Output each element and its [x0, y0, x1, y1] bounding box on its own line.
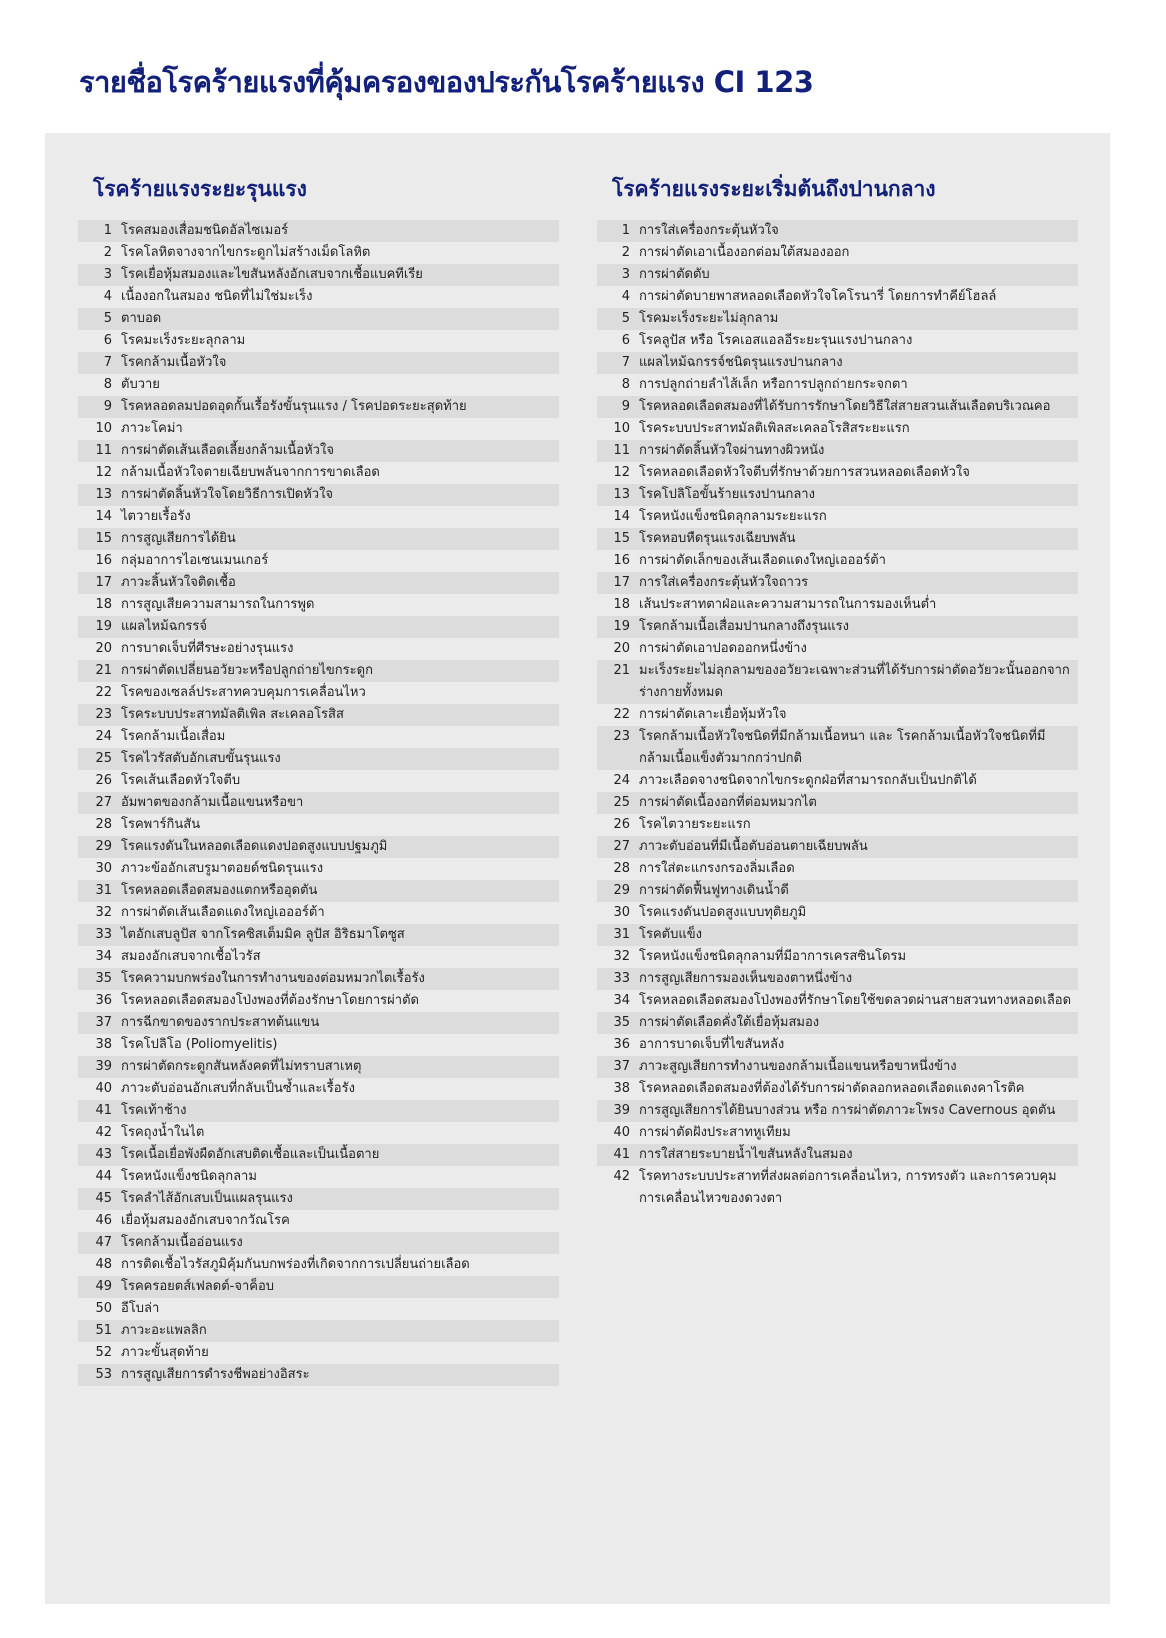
- list-item: [597, 1078, 1078, 1100]
- list-item: [78, 1364, 559, 1386]
- item-number: 41: [95, 1103, 112, 1118]
- item-number: 19: [613, 619, 630, 634]
- item-number: 35: [613, 1015, 630, 1030]
- item-number: 9: [103, 399, 112, 414]
- item-number: 12: [613, 465, 630, 480]
- item-number: 29: [613, 883, 630, 898]
- item-text: โรคโปลิโอขั้นร้ายแรงปานกลาง: [639, 487, 815, 502]
- item-text: อาการบาดเจ็บที่ไขสันหลัง: [639, 1037, 785, 1052]
- item-text: การใส่ตะแกรงกรองลิ่มเลือด: [639, 861, 795, 876]
- item-number: 21: [95, 663, 112, 678]
- list-item: [78, 1056, 559, 1078]
- item-number: 7: [103, 355, 112, 370]
- item-text: โรคแรงดันในหลอดเลือดแดงปอดสูงแบบปฐมภูมิ: [121, 839, 388, 854]
- item-text: สมองอักเสบจากเชื้อไวรัส: [121, 949, 261, 964]
- list-item: [78, 1320, 559, 1342]
- item-number: 13: [95, 487, 112, 502]
- item-number: 33: [613, 971, 630, 986]
- item-text: โรคลำไส้อักเสบเป็นแผลรุนแรง: [121, 1191, 293, 1206]
- item-number: 33: [95, 927, 112, 942]
- item-text: การสูญเสียการดำรงชีพอย่างอิสระ: [121, 1367, 310, 1382]
- item-number: 43: [95, 1147, 112, 1162]
- list-item: [597, 572, 1078, 594]
- list-item: [78, 1100, 559, 1122]
- list-item: [78, 946, 559, 968]
- list-item: [597, 858, 1078, 880]
- item-number: 20: [613, 641, 630, 656]
- item-text: โรคหลอดเลือดสมองโป่งพองที่รักษาโดยใช้ขดลวดผ่านสายสวนทางหลอดเลือด: [639, 993, 1072, 1008]
- item-number: 11: [95, 443, 112, 458]
- item-number: 26: [613, 817, 630, 832]
- item-text: โรคครอยตส์เฟลดต์-จาค็อบ: [121, 1279, 275, 1294]
- item-text: กลุ่มอาการไอเซนเมนเกอร์: [121, 553, 269, 568]
- list-item: [597, 968, 1078, 990]
- list-item: [597, 902, 1078, 924]
- item-number: 45: [95, 1191, 112, 1206]
- item-number: 47: [95, 1235, 112, 1250]
- item-text: โรคพาร์กินสัน: [121, 817, 201, 832]
- list-item: [78, 1122, 559, 1144]
- item-number: 39: [95, 1059, 112, 1074]
- list-item: [597, 418, 1078, 440]
- item-text: โรคมะเร็งระยะไม่ลุกลาม: [639, 311, 779, 326]
- item-text: โรคเยื่อหุ้มสมองและไขสันหลังอักเสบจากเชื้อแบคทีเรีย: [121, 267, 423, 282]
- list-item: [78, 726, 559, 748]
- item-text: โรคไวรัสตับอักเสบขั้นรุนแรง: [121, 751, 281, 766]
- item-text: เส้นประสาทตาฝ่อและความสามารถในการมองเห็นต่ำ: [639, 597, 937, 612]
- item-text: การผ่าตัดเปลี่ยนอวัยวะหรือปลูกถ่ายไขกระดูก: [121, 663, 373, 678]
- item-number: 4: [621, 289, 630, 304]
- list-item: [597, 352, 1078, 374]
- item-number: 30: [95, 861, 112, 876]
- list-item: [597, 836, 1078, 858]
- item-text: การผ่าตัดเอาเนื้องอกต่อมใต้สมองออก: [639, 245, 850, 260]
- list-item: [78, 396, 559, 418]
- page-title: รายชื่อโรคร้ายแรงที่คุ้มครองของประกันโรคร้ายแรง CI 123: [79, 65, 814, 99]
- item-text: การผ่าตัดฝังประสาทหูเทียม: [639, 1125, 791, 1140]
- item-text: อีโบล่า: [121, 1301, 160, 1316]
- item-text: โรคเนื้อเยื่อพังผืดอักเสบติดเชื้อและเป็นเนื้อตาย: [121, 1147, 380, 1162]
- item-text: โรคกล้ามเนื้อเสื่อม: [121, 729, 226, 744]
- item-text: โรคกล้ามเนื้ออ่อนแรง: [121, 1235, 243, 1250]
- item-text: กล้ามเนื้อหัวใจตายเฉียบพลันจากการขาดเลือด: [121, 465, 380, 480]
- item-text: การผ่าตัดเลาะเยื่อหุ้มหัวใจ: [639, 707, 787, 722]
- list-item: [78, 220, 559, 242]
- item-number: 38: [613, 1081, 630, 1096]
- list-item: [78, 704, 559, 726]
- item-number: 15: [95, 531, 112, 546]
- item-text: การผ่าตัดกระดูกสันหลังคดที่ไม่ทราบสาเหตุ: [121, 1059, 362, 1074]
- item-number: 18: [95, 597, 112, 612]
- item-number: 42: [95, 1125, 112, 1140]
- disease-list-panel: [45, 133, 1110, 1604]
- item-number: 31: [613, 927, 630, 942]
- item-number: 1: [621, 223, 630, 238]
- item-number: 3: [621, 267, 630, 282]
- item-text: แผลไหม้ฉกรรจ์: [121, 619, 207, 634]
- list-item: [597, 506, 1078, 528]
- item-text: โรคหลอดเลือดสมองที่ต้องได้รับการผ่าตัดลอกหลอดเลือดแดงคาโรติค: [639, 1081, 1025, 1096]
- list-item: [597, 308, 1078, 330]
- list-item: [78, 836, 559, 858]
- item-number: 17: [613, 575, 630, 590]
- item-number: 34: [95, 949, 112, 964]
- item-number: 24: [613, 773, 630, 788]
- item-number: 3: [103, 267, 112, 282]
- list-item: [78, 1298, 559, 1320]
- item-number: 22: [95, 685, 112, 700]
- item-number: 50: [95, 1301, 112, 1316]
- item-number: 37: [95, 1015, 112, 1030]
- item-number: 40: [95, 1081, 112, 1096]
- item-number: 21: [613, 663, 630, 678]
- item-number: 28: [95, 817, 112, 832]
- item-number: 25: [95, 751, 112, 766]
- list-item: [78, 990, 559, 1012]
- list-item: [78, 418, 559, 440]
- list-item: [78, 792, 559, 814]
- item-text: ภาวะตับอ่อนอักเสบที่กลับเป็นซ้ำและเรื้อรัง: [121, 1081, 355, 1096]
- item-text: โรคระบบประสาทมัลติเพิลสะเคลอโรสิสระยะแรก: [639, 421, 910, 436]
- list-item: [597, 638, 1078, 660]
- list-item: [597, 1144, 1078, 1166]
- list-item: [597, 594, 1078, 616]
- list-item: [597, 616, 1078, 638]
- list-item: [78, 968, 559, 990]
- item-number: 8: [621, 377, 630, 392]
- item-text: การผ่าตัดเส้นเลือดแดงใหญ่เอออร์ต้า: [121, 905, 325, 920]
- item-number: 53: [95, 1367, 112, 1382]
- early-moderate-stage-heading: โรคร้ายแรงระยะเริ่มต้นถึงปานกลาง: [612, 177, 936, 201]
- list-item: [78, 330, 559, 352]
- item-text: ภาวะเลือดจางชนิดจากไขกระดูกฝ่อที่สามารถกลับเป็นปกติได้: [639, 773, 977, 788]
- list-item: [597, 660, 1078, 704]
- list-item: [78, 572, 559, 594]
- list-item: [78, 682, 559, 704]
- list-item: [597, 440, 1078, 462]
- item-number: 18: [613, 597, 630, 612]
- item-text: โรคของเซลล์ประสาทควบคุมการเคลื่อนไหว: [121, 685, 366, 700]
- list-item: [597, 484, 1078, 506]
- item-number: 41: [613, 1147, 630, 1162]
- item-text: การผ่าตัดเนื้องอกที่ต่อมหมวกไต: [639, 795, 817, 810]
- item-number: 5: [103, 311, 112, 326]
- list-item: [78, 1166, 559, 1188]
- item-text: โรคความบกพร่องในการทำงานของต่อมหมวกไตเรื้อรัง: [121, 971, 425, 986]
- early-moderate-stage-list: [597, 220, 1078, 1210]
- item-number: 2: [621, 245, 630, 260]
- item-text: การผ่าตัดลิ้นหัวใจโดยวิธีการเปิดหัวใจ: [121, 487, 334, 502]
- item-number: 37: [613, 1059, 630, 1074]
- item-number: 20: [95, 641, 112, 656]
- list-item: [78, 550, 559, 572]
- item-text: โรคมะเร็งระยะลุกลาม: [121, 333, 246, 348]
- item-text: ภาวะตับอ่อนที่มีเนื้อตับอ่อนตายเฉียบพลัน: [639, 839, 868, 854]
- item-text: โรคไตวายระยะแรก: [639, 817, 751, 832]
- item-text: โรคหลอดเลือดสมองแตกหรืออุดตัน: [121, 883, 318, 898]
- item-text: การฉีกขาดของรากประสาทต้นแขน: [121, 1015, 320, 1030]
- item-text: โรคสมองเสื่อมชนิดอัลไซเมอร์: [121, 223, 289, 238]
- list-item: [78, 1254, 559, 1276]
- item-number: 36: [95, 993, 112, 1008]
- item-text: การใส่สายระบายน้ำไขสันหลังในสมอง: [639, 1147, 853, 1162]
- item-text: การสูญเสียการมองเห็นของตาหนึ่งข้าง: [639, 971, 853, 986]
- item-number: 7: [621, 355, 630, 370]
- item-number: 12: [95, 465, 112, 480]
- item-number: 8: [103, 377, 112, 392]
- list-item: [78, 374, 559, 396]
- item-text: การใส่เครื่องกระตุ้นหัวใจถาวร: [639, 575, 809, 590]
- item-text: โรคโลหิตจางจากไขกระดูกไม่สร้างเม็ดโลหิต: [121, 245, 371, 260]
- item-number: 16: [613, 553, 630, 568]
- list-item: [78, 1012, 559, 1034]
- item-number: 42: [613, 1169, 630, 1184]
- list-item: [78, 880, 559, 902]
- item-text: ภาวะขั้นสุดท้าย: [121, 1345, 209, 1360]
- list-item: [78, 748, 559, 770]
- list-item: [78, 1210, 559, 1232]
- list-item: [597, 462, 1078, 484]
- list-item: [597, 770, 1078, 792]
- list-item: [78, 1034, 559, 1056]
- list-item: [597, 704, 1078, 726]
- item-text: การผ่าตัดฟื้นฟูทางเดินน้ำดี: [639, 883, 789, 898]
- item-text: โรคหลอดเลือดสมองที่ได้รับการรักษาโดยวิธีใส่สายสวนเส้นเลือดบริเวณคอ: [639, 399, 1051, 414]
- list-item: [78, 286, 559, 308]
- list-item: [597, 220, 1078, 242]
- item-text: การปลูกถ่ายลำไส้เล็ก หรือการปลูกถ่ายกระจกตา: [639, 377, 908, 392]
- list-item: [78, 1342, 559, 1364]
- item-text: อัมพาตของกล้ามเนื้อแขนหรือขา: [121, 795, 304, 810]
- item-text: โรคกล้ามเนื้อหัวใจ: [121, 355, 227, 370]
- list-item: [597, 946, 1078, 968]
- list-item: [597, 286, 1078, 308]
- item-text: ภาวะลิ้นหัวใจติดเชื้อ: [121, 575, 236, 590]
- item-text: โรคหลอดเลือดสมองโป่งพองที่ต้องรักษาโดยการผ่าตัด: [121, 993, 419, 1008]
- list-item: [597, 792, 1078, 814]
- item-text: โรคแรงดันปอดสูงแบบทุติยภูมิ: [639, 905, 807, 920]
- item-text: การผ่าตัดเอาปอดออกหนึ่งข้าง: [639, 641, 807, 656]
- item-text: เยื่อหุ้มสมองอักเสบจากวัณโรค: [121, 1213, 290, 1228]
- item-number: 49: [95, 1279, 112, 1294]
- item-number: 2: [103, 245, 112, 260]
- list-item: [78, 242, 559, 264]
- item-number: 14: [95, 509, 112, 524]
- item-number: 11: [613, 443, 630, 458]
- item-text: การผ่าตัดเส้นเลือดเลี้ยงกล้ามเนื้อหัวใจ: [121, 443, 334, 458]
- list-item: [597, 528, 1078, 550]
- item-number: 5: [621, 311, 630, 326]
- item-number: 48: [95, 1257, 112, 1272]
- item-number: 44: [95, 1169, 112, 1184]
- item-text: โรคเส้นเลือดหัวใจตีบ: [121, 773, 241, 788]
- item-text: ไตอักเสบลูปัส จากโรคซิสเต็มมิค ลูปัส อิริธมาโตซูส: [121, 927, 405, 942]
- list-item: [597, 374, 1078, 396]
- item-number: 22: [613, 707, 630, 722]
- severe-stage-list: [78, 220, 559, 1386]
- item-number: 15: [613, 531, 630, 546]
- list-item: [597, 880, 1078, 902]
- item-text: โรคตับแข็ง: [639, 927, 702, 942]
- list-item: [78, 1276, 559, 1298]
- item-text: การผ่าตัดบายพาสหลอดเลือดหัวใจโคโรนารี่ โดยการทำคีย์โฮลล์: [639, 289, 997, 304]
- item-number: 16: [95, 553, 112, 568]
- list-item: [78, 1144, 559, 1166]
- list-item: [597, 1056, 1078, 1078]
- list-item: [597, 814, 1078, 836]
- item-number: 17: [95, 575, 112, 590]
- item-text: ภาวะข้ออักเสบรูมาตอยด์ชนิดรุนแรง: [121, 861, 324, 876]
- item-number: 6: [621, 333, 630, 348]
- item-number: 10: [613, 421, 630, 436]
- item-number: 26: [95, 773, 112, 788]
- item-number: 29: [95, 839, 112, 854]
- item-text: โรคหอบหืดรุนแรงเฉียบพลัน: [639, 531, 796, 546]
- item-text: โรคทางระบบประสาทที่ส่งผลต่อการเคลื่อนไหว, การทรงตัว และการควบคุมการเคลื่อนไหวของดวงตา: [639, 1169, 1057, 1206]
- list-item: [78, 528, 559, 550]
- list-item: [78, 902, 559, 924]
- item-text: โรคหนังแข็งชนิดลุกลาม: [121, 1169, 257, 1184]
- item-number: 27: [613, 839, 630, 854]
- item-number: 32: [95, 905, 112, 920]
- item-text: โรคหนังแข็งชนิดลุกลามที่มีอาการเครสซินโดรม: [639, 949, 907, 964]
- item-text: โรคถุงน้ำในไต: [121, 1125, 205, 1140]
- list-item: [78, 638, 559, 660]
- item-text: โรคหลอดลมปอดอุดกั้นเรื้อรังขั้นรุนแรง / โรคปอดระยะสุดท้าย: [121, 399, 467, 414]
- list-item: [597, 726, 1078, 770]
- item-number: 39: [613, 1103, 630, 1118]
- item-text: โรคกล้ามเนื้อเสื่อมปานกลางถึงรุนแรง: [639, 619, 849, 634]
- list-item: [78, 924, 559, 946]
- item-number: 24: [95, 729, 112, 744]
- item-number: 32: [613, 949, 630, 964]
- list-item: [597, 990, 1078, 1012]
- list-item: [597, 1122, 1078, 1144]
- item-number: 25: [613, 795, 630, 810]
- item-number: 28: [613, 861, 630, 876]
- item-number: 35: [95, 971, 112, 986]
- item-text: โรคระบบประสาทมัลติเพิล สะเคลอโรสิส: [121, 707, 344, 722]
- list-item: [597, 242, 1078, 264]
- item-number: 13: [613, 487, 630, 502]
- item-number: 46: [95, 1213, 112, 1228]
- list-item: [597, 396, 1078, 418]
- item-text: การผ่าตัดเล็กของเส้นเลือดแดงใหญ่เอออร์ต้า: [639, 553, 886, 568]
- item-text: ภาวะโคม่า: [121, 421, 183, 436]
- item-text: การผ่าตัดเลือดคั่งใต้เยื่อหุ้มสมอง: [639, 1015, 820, 1030]
- list-item: [597, 1100, 1078, 1122]
- list-item: [78, 462, 559, 484]
- list-item: [78, 1078, 559, 1100]
- item-number: 9: [621, 399, 630, 414]
- severe-stage-heading: โรคร้ายแรงระยะรุนแรง: [93, 177, 307, 201]
- item-number: 31: [95, 883, 112, 898]
- list-item: [597, 1034, 1078, 1056]
- list-item: [78, 484, 559, 506]
- list-item: [78, 858, 559, 880]
- item-number: 52: [95, 1345, 112, 1360]
- item-text: ไตวายเรื้อรัง: [121, 509, 191, 524]
- item-number: 23: [95, 707, 112, 722]
- list-item: [78, 1188, 559, 1210]
- item-number: 10: [95, 421, 112, 436]
- list-item: [78, 814, 559, 836]
- list-item: [78, 770, 559, 792]
- item-text: โรคกล้ามเนื้อหัวใจชนิดที่มีกล้ามเนื้อหนา และ โรคกล้ามเนื้อหัวใจชนิดที่มีกล้ามเนื้อแข็งตัวมากกว่าปกติ: [639, 729, 1046, 766]
- item-number: 4: [103, 289, 112, 304]
- list-item: [78, 594, 559, 616]
- list-item: [78, 352, 559, 374]
- item-number: 23: [613, 729, 630, 744]
- item-number: 51: [95, 1323, 112, 1338]
- item-text: การติดเชื้อไวรัสภูมิคุ้มกันบกพร่องที่เกิดจากการเปลี่ยนถ่ายเลือด: [121, 1257, 470, 1272]
- list-item: [78, 506, 559, 528]
- item-text: การใส่เครื่องกระตุ้นหัวใจ: [639, 223, 779, 238]
- item-number: 40: [613, 1125, 630, 1140]
- item-number: 27: [95, 795, 112, 810]
- list-item: [78, 616, 559, 638]
- item-text: การสูญเสียความสามารถในการพูด: [121, 597, 315, 612]
- item-number: 36: [613, 1037, 630, 1052]
- list-item: [597, 264, 1078, 286]
- item-text: โรคโปลิโอ (Poliomyelitis): [121, 1037, 278, 1052]
- item-text: โรคหนังแข็งชนิดลุกลามระยะแรก: [639, 509, 827, 524]
- item-text: โรคเท้าช้าง: [121, 1103, 187, 1118]
- item-text: ตาบอด: [121, 311, 162, 326]
- list-item: [597, 550, 1078, 572]
- item-text: ภาวะอะแพลลิก: [121, 1323, 207, 1338]
- item-text: การสูญเสียการได้ยินบางส่วน หรือ การผ่าตัดภาวะโพรง Cavernous อุดตัน: [639, 1103, 1056, 1118]
- item-number: 1: [103, 223, 112, 238]
- list-item: [78, 440, 559, 462]
- item-text: เนื้องอกในสมอง ชนิดที่ไม่ใช่มะเร็ง: [121, 289, 313, 304]
- item-text: มะเร็งระยะไม่ลุกลามของอวัยวะเฉพาะส่วนที่ได้รับการผ่าตัดอวัยวะนั้นออกจากร่างกายทั้งหมด: [639, 663, 1070, 700]
- item-text: การสูญเสียการได้ยิน: [121, 531, 236, 546]
- item-number: 14: [613, 509, 630, 524]
- item-text: โรคลูปัส หรือ โรคเอสแอลอีระยะรุนแรงปานกลาง: [639, 333, 913, 348]
- item-text: ภาวะสูญเสียการทำงานของกล้ามเนื้อแขนหรือขาหนึ่งข้าง: [639, 1059, 957, 1074]
- list-item: [78, 264, 559, 286]
- item-number: 34: [613, 993, 630, 1008]
- list-item: [78, 1232, 559, 1254]
- item-text: โรคหลอดเลือดหัวใจตีบที่รักษาด้วยการสวนหลอดเลือดหัวใจ: [639, 465, 970, 480]
- list-item: [78, 660, 559, 682]
- item-text: การบาดเจ็บที่ศีรษะอย่างรุนแรง: [121, 641, 294, 656]
- list-item: [78, 308, 559, 330]
- item-text: การผ่าตัดตับ: [639, 267, 710, 282]
- list-item: [597, 330, 1078, 352]
- list-item: [597, 1012, 1078, 1034]
- item-text: ตับวาย: [121, 377, 160, 392]
- item-number: 19: [95, 619, 112, 634]
- item-text: แผลไหม้ฉกรรจ์ชนิดรุนแรงปานกลาง: [639, 355, 843, 370]
- list-item: [597, 1166, 1078, 1210]
- item-number: 30: [613, 905, 630, 920]
- item-text: การผ่าตัดลิ้นหัวใจผ่านทางผิวหนัง: [639, 443, 825, 458]
- item-number: 38: [95, 1037, 112, 1052]
- list-item: [597, 924, 1078, 946]
- item-number: 6: [103, 333, 112, 348]
